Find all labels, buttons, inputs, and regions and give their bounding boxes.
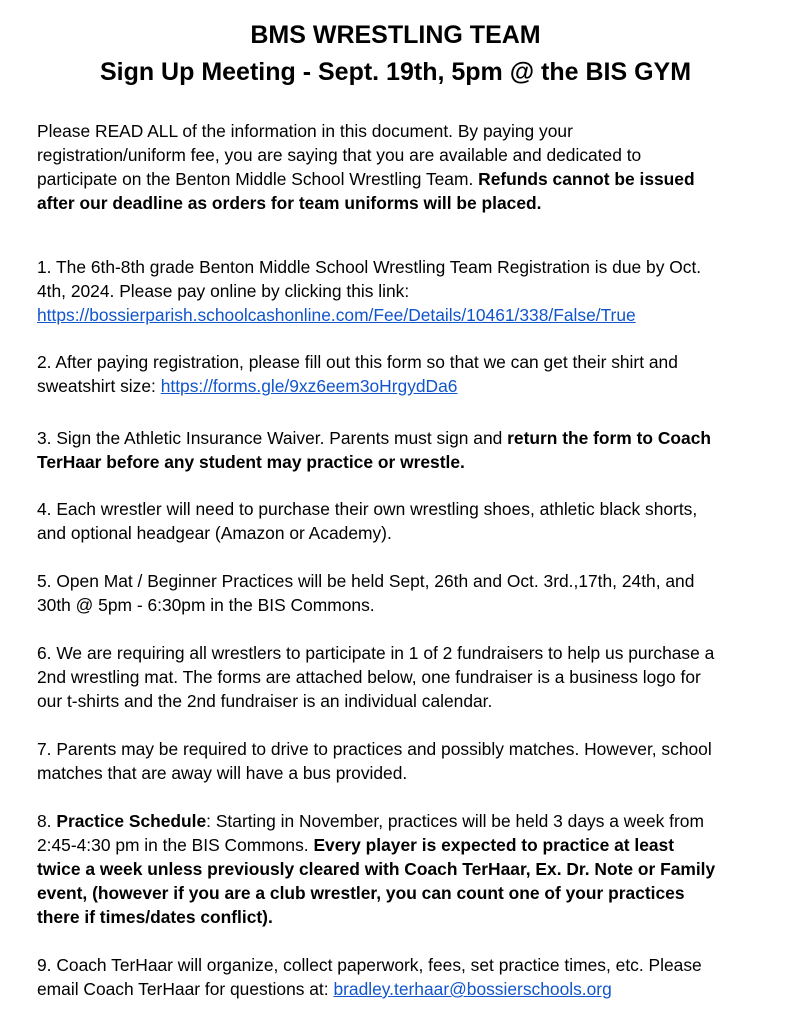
item-5-line-2: 30th @ 5pm - 6:30pm in the BIS Commons. bbox=[37, 595, 375, 615]
item-8-line-5 bbox=[37, 905, 767, 929]
item-8-line-2 bbox=[37, 833, 767, 857]
item-2-shirt-form bbox=[37, 350, 767, 398]
item-6-line-1: 6. We are requiring all wrestlers to participate in 1 of 2 fundraisers to help us purchase a bbox=[37, 643, 715, 663]
shirt-size-form-link[interactable]: https://forms.gle/9xz6eem3oHrgydDa6 bbox=[160, 376, 458, 396]
item-4-line-2: and optional headgear (Amazon or Academy). bbox=[37, 523, 392, 543]
item-6-line-2: 2nd wrestling mat. The forms are attached below, one fundraiser is a business logo for bbox=[37, 667, 701, 687]
intro-line-1: Please READ ALL of the information in this document. By paying your bbox=[37, 121, 573, 141]
item-3-emphasis-cont: TerHaar before any student may practice or wrestle. bbox=[37, 452, 465, 472]
item-8-text-2: 2:45-4:30 pm in the BIS Commons. bbox=[37, 835, 314, 855]
intro-text: participate on the Benton Middle School Wrestling Team. bbox=[37, 169, 479, 189]
item-3-line-1 bbox=[37, 426, 767, 450]
item-8-line-1 bbox=[37, 809, 767, 833]
item-8-number: 8. bbox=[37, 811, 57, 831]
item-7-transport bbox=[37, 737, 767, 785]
item-2-line-2 bbox=[37, 374, 767, 398]
practice-expectation-cont-2: event, (however if you are a club wrestler, you can count one of your practices bbox=[37, 883, 685, 903]
item-1-line-2: 4th, 2024. Please pay online by clicking this link: bbox=[37, 281, 410, 301]
refund-notice: Refunds cannot be issued bbox=[478, 169, 695, 189]
document-subtitle: Sign Up Meeting - Sept. 19th, 5pm @ the BIS GYM bbox=[99, 58, 692, 86]
item-6-fundraisers bbox=[37, 641, 767, 713]
document-title: BMS WRESTLING TEAM bbox=[250, 21, 541, 49]
item-6-line-3: our t-shirts and the 2nd fundraiser is an individual calendar. bbox=[37, 691, 493, 711]
practice-expectation-cont-3: there if times/dates conflict). bbox=[37, 907, 273, 927]
item-8-practice-schedule bbox=[37, 809, 767, 929]
item-8-text: : Starting in November, practices will be held 3 days a week from bbox=[206, 811, 704, 831]
item-3-text: 3. Sign the Athletic Insurance Waiver. Parents must sign and bbox=[37, 428, 508, 448]
item-9-text: email Coach TerHaar for questions at: bbox=[37, 979, 334, 999]
practice-schedule-heading: Practice Schedule bbox=[56, 811, 207, 831]
item-2-text: sweatshirt size: bbox=[37, 376, 161, 396]
item-1-line-3 bbox=[37, 303, 767, 327]
item-9-line-1: 9. Coach TerHaar will organize, collect paperwork, fees, set practice times, etc. Please bbox=[37, 955, 702, 975]
item-7-line-2: matches that are away will have a bus provided. bbox=[37, 763, 408, 783]
item-3-emphasis: return the form to Coach bbox=[507, 428, 711, 448]
item-8-line-3 bbox=[37, 857, 767, 881]
intro-line-4 bbox=[37, 191, 767, 215]
item-1-line-1: 1. The 6th-8th grade Benton Middle School Wrestling Team Registration is due by Oct. bbox=[37, 257, 702, 277]
item-1-registration bbox=[37, 255, 767, 327]
intro-line-3 bbox=[37, 167, 767, 191]
item-3-insurance bbox=[37, 426, 767, 474]
item-9-line-2 bbox=[37, 977, 767, 1001]
item-4-line-1: 4. Each wrestler will need to purchase their own wrestling shoes, athletic black shorts, bbox=[37, 499, 698, 519]
item-5-open-mat bbox=[37, 569, 767, 617]
intro-line-2: registration/uniform fee, you are saying that you are available and dedicated to bbox=[37, 145, 642, 165]
item-2-line-1: 2. After paying registration, please fill out this form so that we can get their shirt and bbox=[37, 352, 678, 372]
practice-expectation-cont-1: twice a week unless previously cleared with Coach TerHaar, Ex. Dr. Note or Family bbox=[37, 859, 716, 879]
intro-paragraph bbox=[37, 119, 767, 215]
item-7-line-1: 7. Parents may be required to drive to practices and possibly matches. However, school bbox=[37, 739, 712, 759]
item-8-line-4 bbox=[37, 881, 767, 905]
item-9-contact bbox=[37, 953, 767, 1001]
item-5-line-1: 5. Open Mat / Beginner Practices will be held Sept, 26th and Oct. 3rd.,17th, 24th, and bbox=[37, 571, 695, 591]
item-4-equipment bbox=[37, 497, 767, 545]
refund-notice-cont: after our deadline as orders for team uniforms will be placed. bbox=[37, 193, 542, 213]
practice-expectation: Every player is expected to practice at least bbox=[313, 835, 675, 855]
item-3-line-2 bbox=[37, 450, 767, 474]
coach-email-link[interactable]: bradley.terhaar@bossierschools.org bbox=[333, 979, 612, 999]
registration-payment-link[interactable]: https://bossierparish.schoolcashonline.com/Fee/Details/10461/338/False/True bbox=[37, 305, 636, 325]
